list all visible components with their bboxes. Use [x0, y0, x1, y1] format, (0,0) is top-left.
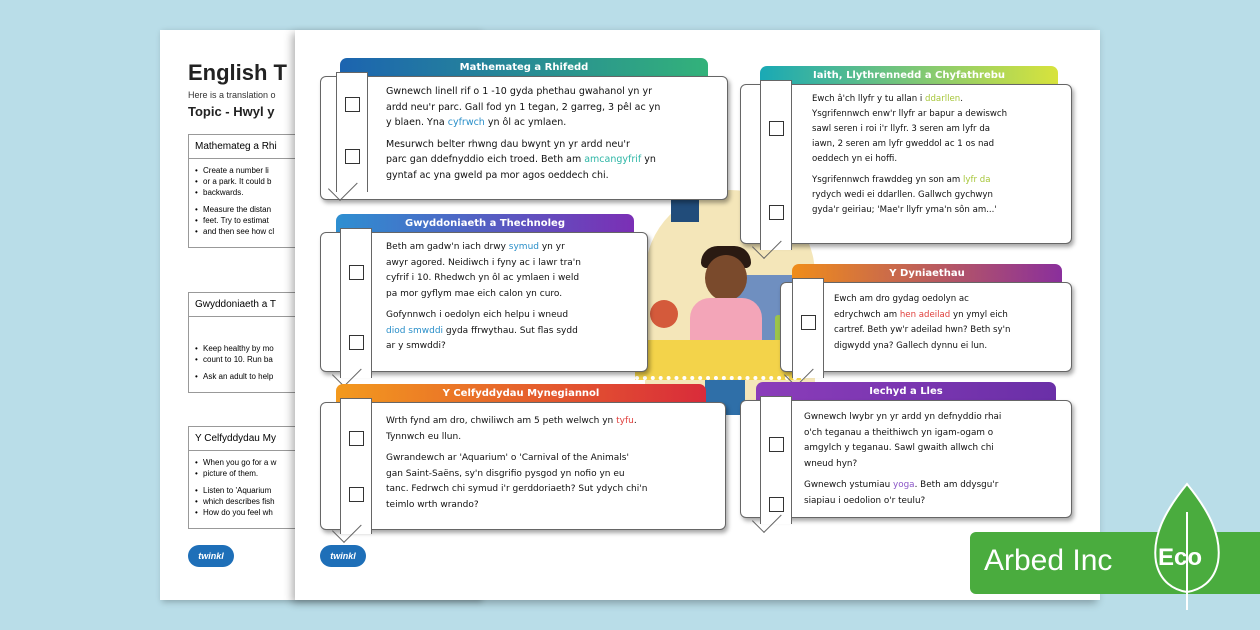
list-item: • and then see how cl	[195, 226, 480, 237]
card-science-title: Gwyddoniaeth a Thechnoleg	[336, 214, 634, 234]
list-item: • feet. Try to estimat	[195, 215, 480, 226]
card-health-text: Gwnewch lwybr yn yr ardd yn defnyddio rhai o'ch teganau a theithiwch yn igam-ogam o amgylch y teganau. Sawl gwaith allwch chi wneud hyn? Gwnewch ystumiau yoga. Beth am ddysgu'r siapiau i oedolion o'r teulu?	[804, 412, 1002, 506]
card-literacy-title: Iaith, Llythrennedd a Chyfathrebu	[760, 66, 1058, 86]
back-topic: Topic - Hwyl y	[188, 104, 275, 119]
twinkl-logo: twinkl	[188, 545, 234, 567]
list-item: • How do you feel wh	[195, 507, 480, 518]
card-humanities-text: Ewch am dro gydag oedolyn ac edrychwch am hen adeilad yn ymyl eich cartref. Beth yw'r adeilad hwn? Beth sy'n digwydd yna? Gallech dynnu ei lun.	[834, 294, 1011, 351]
list-item: • Create a number li	[195, 165, 480, 176]
card-arts-text: Wrth fynd am dro, chwiliwch am 5 peth welwch yn tyfu. Tynnwch eu llun. Gwrandewch ar 'Aquarium' o 'Carnival of the Animals' gan Saint-Saëns, sy'n disgrifio pysgod yn nofio yn eu tanc. Fedrwch chi symud i'r gerddoriaeth? Sut ydych chi'n teimlo wrth wrando?	[386, 416, 648, 510]
checkbox[interactable]	[349, 487, 364, 502]
back-title: English T	[188, 60, 287, 85]
checkbox[interactable]	[349, 335, 364, 350]
list-item: • which describes fish	[195, 496, 480, 507]
list-item: • count to 10. Run ba	[195, 354, 480, 365]
checkbox-ribbon	[760, 80, 792, 250]
badge-eco: Eco	[1158, 544, 1203, 571]
list-item: • When you go for a w	[195, 457, 480, 468]
checkbox-ribbon	[792, 278, 824, 378]
checkbox[interactable]	[349, 265, 364, 280]
front-worksheet	[295, 30, 1100, 600]
list-item: • backwards.	[195, 187, 480, 198]
back-subtitle: Here is a translation o	[188, 90, 276, 100]
checkbox[interactable]	[801, 315, 816, 330]
card-health-title: Iechyd a Lles	[756, 382, 1056, 402]
list-item: • Listen to 'Aquarium	[195, 485, 480, 496]
list-item: • or a park. It could b	[195, 176, 480, 187]
checkbox-ribbon	[760, 396, 792, 524]
checkbox[interactable]	[349, 431, 364, 446]
badge-name: Arbed Inc	[984, 544, 1113, 577]
checkbox-ribbon	[340, 398, 372, 534]
card-math-text: Gwnewch linell rif o 1 -10 gyda phethau gwahanol yn yr ardd neu'r parc. Gall fod yn 1 tegan, 2 garreg, 3 pêl ac yn y blaen. Yna cyfrwch yn ôl ac ymlaen. Mesurwch belter rhwng dau bwynt yn yr ardd neu'r parc gan ddefnyddio eich troed. Beth am amcangyfrif yn gyntaf ac yna gweld pa mor agos oeddech chi.	[386, 86, 661, 181]
list-item: • picture of them.	[195, 468, 480, 479]
card-literacy-text: Ewch â'ch llyfr y tu allan i ddarllen. Ysgrifennwch enw'r llyfr ar bapur a dewiswch sawl seren i roi i'r llyfr. 3 seren am lyfr da iawn, 2 seren am lyfr gweddol ac 1 os nad oeddech yn ei hoffi. Ysgrifennwch frawddeg yn son am lyfr da rydych wedi ei ddarllen. Gallwch gychwyn gyda'r geiriau; 'Mae'r llyfr yma'n sôn am...'	[812, 94, 1008, 215]
list-item: • Keep healthy by mo	[195, 343, 480, 354]
plant-icon	[650, 300, 678, 328]
checkbox[interactable]	[345, 97, 360, 112]
card-math-title: Mathemateg a Rhifedd	[340, 58, 708, 78]
checkbox[interactable]	[345, 149, 360, 164]
back-section-heading: Y Celfyddydau My	[189, 427, 480, 451]
list-item: • Measure the distan	[195, 204, 480, 215]
back-section-heading: Mathemateg a Rhi	[189, 135, 480, 159]
card-science-text: Beth am gadw'n iach drwy symud yn yr awyr agored. Neidiwch i fyny ac i lawr tra'n cyfrif i 10. Rhedwch yn ôl ac ymlaen i weld pa mor gyflym mae eich calon yn curo. Gofynnwch i oedolyn eich helpu i wneud diod smwddi gyda ffrwythau. Sut flas sydd ar y smwddi?	[386, 242, 581, 351]
checkbox-ribbon	[336, 72, 368, 192]
checkbox[interactable]	[769, 205, 784, 220]
checkbox[interactable]	[769, 437, 784, 452]
twinkl-logo: twinkl	[320, 545, 366, 567]
card-humanities-title: Y Dyniaethau	[792, 264, 1062, 284]
list-item: • Ask an adult to help	[195, 371, 480, 382]
checkbox[interactable]	[769, 497, 784, 512]
checkbox[interactable]	[769, 121, 784, 136]
checkbox-ribbon	[340, 228, 372, 378]
card-arts-title: Y Celfyddydau Mynegiannol	[336, 384, 706, 404]
lamp-icon	[671, 200, 699, 222]
back-section-heading: Gwyddoniaeth a T	[189, 293, 480, 317]
